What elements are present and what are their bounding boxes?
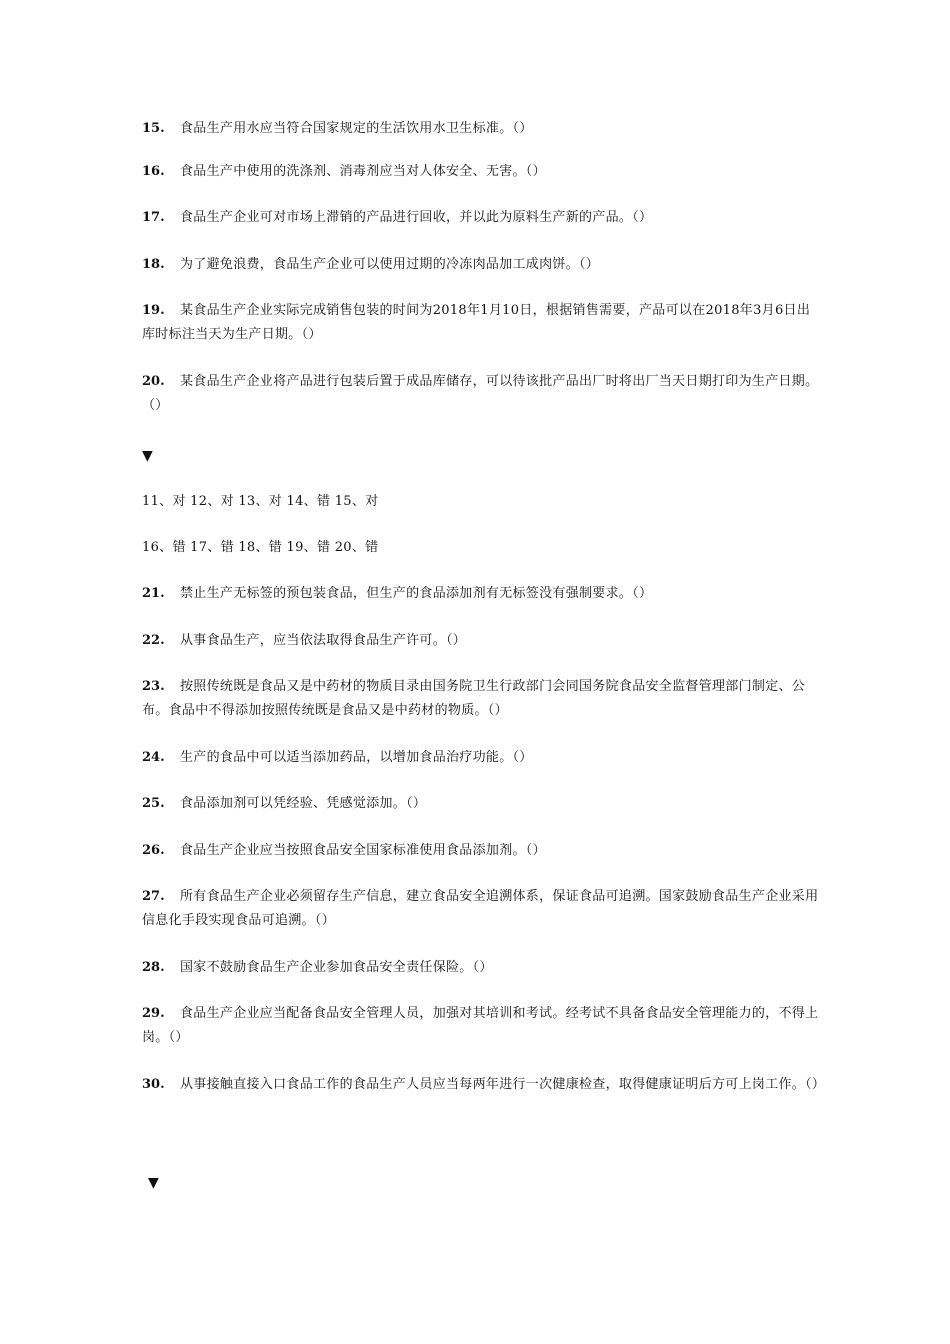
question-text: 生产的食品中可以适当添加药品，以增加食品治疗功能。（） (180, 750, 533, 765)
question-number: 17. (142, 210, 165, 225)
question-number: 16. (142, 164, 165, 179)
question-24 (142, 746, 822, 770)
question-19 (142, 299, 822, 347)
question-15 (142, 117, 822, 141)
question-number: 20. (142, 374, 165, 389)
question-text: 为了避免浪费，食品生产企业可以使用过期的冷冻肉品加工成肉饼。（） (180, 257, 600, 272)
question-number: 27. (142, 889, 165, 904)
question-text: 食品生产企业应当配备食品安全管理人员，加强对其培训和考试。经考试不具备食品安全管理能力的，不得上岗。（） (142, 1006, 819, 1045)
question-27 (142, 885, 822, 933)
question-number: 21. (142, 586, 165, 601)
question-30 (142, 1073, 828, 1097)
question-26 (142, 839, 822, 863)
question-number: 19. (142, 303, 165, 318)
question-text: 禁止生产无标签的预包装食品，但生产的食品添加剂有无标签没有强制要求。（） (180, 586, 653, 601)
question-17 (142, 206, 822, 230)
question-number: 22. (142, 633, 165, 648)
question-text: 食品生产企业可对市场上滞销的产品进行回收，并以此为原料生产新的产品。（） (180, 210, 653, 225)
question-number: 15. (142, 121, 165, 136)
triangle-down-icon: ▼ (142, 448, 153, 464)
question-18 (142, 253, 822, 277)
question-text: 所有食品生产企业必须留存生产信息，建立食品安全追溯体系，保证食品可追溯。国家鼓励食品生产企业采用信息化手段实现食品可追溯。（） (142, 889, 819, 928)
question-number: 26. (142, 843, 165, 858)
question-number: 18. (142, 257, 165, 272)
question-23 (142, 675, 822, 723)
question-text: 国家不鼓励食品生产企业参加食品安全责任保险。（） (180, 960, 493, 975)
question-text: 食品生产企业应当按照食品安全国家标准使用食品添加剂。（） (180, 843, 546, 858)
question-text: 食品添加剂可以凭经验、凭感觉添加。（） (180, 796, 427, 811)
answer-line: 11、对 12、对 13、对 14、错 15、对 (142, 494, 379, 509)
question-25 (142, 792, 822, 816)
question-number: 29. (142, 1006, 165, 1021)
question-number: 25. (142, 796, 165, 811)
question-text: 某食品生产企业将产品进行包装后置于成品库储存，可以待该批产品出厂时将出厂当天日期打印为生产日期。（） (142, 374, 819, 413)
question-text: 从事接触直接入口食品工作的食品生产人员应当每两年进行一次健康检查，取得健康证明后方可上岗工作。（） (180, 1077, 826, 1092)
question-text: 某食品生产企业实际完成销售包装的时间为2018年1月10日，根据销售需要，产品可以在2018年3月6日出库时标注当天为生产日期。（） (142, 303, 811, 342)
question-number: 24. (142, 750, 165, 765)
question-21 (142, 582, 822, 606)
question-29 (142, 1002, 822, 1050)
question-text: 从事食品生产，应当依法取得食品生产许可。（） (180, 633, 467, 648)
question-text: 按照传统既是食品又是中药材的物质目录由国务院卫生行政部门会同国务院食品安全监督管理部门制定、公布。食品中不得添加按照传统既是食品又是中药材的物质。（） (142, 679, 806, 718)
question-28 (142, 956, 822, 980)
question-text: 食品生产用水应当符合国家规定的生活饮用水卫生标准。（） (180, 121, 533, 136)
question-22 (142, 629, 822, 653)
question-text: 食品生产中使用的洗涤剂、消毒剂应当对人体安全、无害。（） (180, 164, 546, 179)
triangle-down-icon: ▼ (148, 1175, 159, 1191)
question-20 (142, 370, 822, 418)
answer-line: 16、错 17、错 18、错 19、错 20、错 (142, 540, 379, 555)
question-16 (142, 160, 822, 184)
question-number: 30. (142, 1077, 165, 1092)
question-number: 23. (142, 679, 165, 694)
question-number: 28. (142, 960, 165, 975)
